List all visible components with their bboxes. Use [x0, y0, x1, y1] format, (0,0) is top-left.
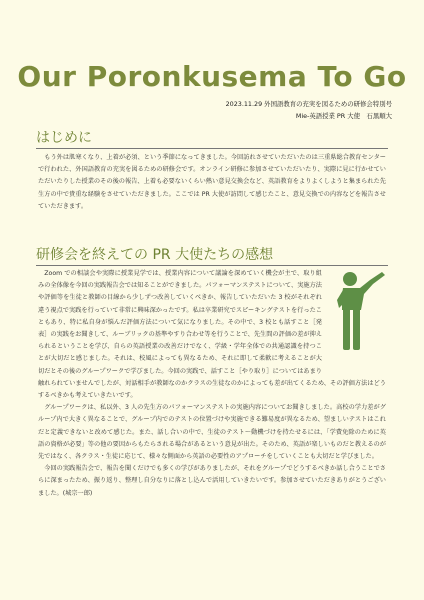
- section-heading-intro: はじめに: [36, 130, 92, 146]
- section-divider: [36, 265, 388, 266]
- section-divider: [36, 148, 388, 149]
- paragraph: グループワークは、私以外、3 人の先生方のパフォーマンステストの実施内容についてお聞きしました。高校の学力差がグループ内で大きく異なることで、グループ内でのテストの位置づけや実施できる難易度が異なるため、望ましいテストはこれだと定義できないと改めて感じた。また、話し合いの中で、生徒のテスト～動機づけを持たせるには、「学費免除のために英語の資格が必要」等の他の要因からもたらされる場合があるという意見が出た。そのため、英語が楽しいものだと教えるのが先ではなく、各クラス・生徒に応じて、様々な側面から英語の必要性のアプローチをしていくことも大切だと学びました。: [38, 404, 386, 461]
- issue-date-line: 2023.11.29 外国語教育の充実を図るための研修会特別号: [225, 100, 392, 108]
- paragraph: もう外は肌寒くなり、上着が必須、という季節になってきました。今回訪れさせていただいたのは三重県総合教育センターで行われた、外国語教育の充実を図るための研修会です。オンライン研修に参加させていただいたり、実際に見に行かせていただいたりした授業のその後の報告、上着も必要ないくらい熱い意見交換会など、英語教育をよりよくしようと集まられた先生方の中で貴重な経験をさせていただきました。ここでは PR 大使が訪問して感じたこと、意見交換での内容などを報告させていただきます。: [38, 154, 386, 210]
- newsletter-title: Our Poronkusema To Go: [17, 60, 407, 93]
- person-pointing-icon: [330, 270, 390, 352]
- section-intro-body: [38, 152, 386, 213]
- section-heading-impressions: 研修会を終えての PR 大使たちの感想: [36, 247, 274, 263]
- author-line: Mie-英語授業 PR 大使 石黒順大: [295, 112, 392, 120]
- paragraph: 今回の実践報告会で、報告を聞くだけでも多くの学びがありましたが、それをグループでどうするべきか話し合うことでさらに深まったため、振り返り、整理し自分なりに落とし込んで活用していきたいです。参加させていただきありがとうございました。(城宗一郎): [38, 465, 386, 497]
- paragraph: Zoom での相談会や実際に授業見学では、授業内容について議論を深めていく機会が主で、取り組みの全体像を今回の実践報告会では知ることができました。パフォーマンステストについて、実施方法や評価等を生徒と教師の目線から少しずつ改善していくべきか、報告していただいた 3 校がそれぞれ違う視点で実践を行っていて非常に興味深かったです。私は卒業研究でスピーキングテストを行ったこともあり、特に私自身が悩んだ評価方法について気になりました。その中で、3 校とも話すこと［発表］の実践をお聞きして、ルーブリックの基準やすり合わせ等を行うことで、先生間の評価の差が抑えられるということを学び、自らの英語授業の改善だけでなく、学級・学年全体での共通認識を持つことが大切だと感じました。それは、校風によっても異なるため、それに即して柔軟に考えることが大切だとその後のグループワークで学びました。今回の実践で、話すこと［やり取り］についてはあまり触れられていませんでしたが、対話相手が教師なのかクラスの生徒なのかによっても差が出てくるため、その評価方法はどうするべきかも考えていきたいです。: [38, 270, 386, 400]
